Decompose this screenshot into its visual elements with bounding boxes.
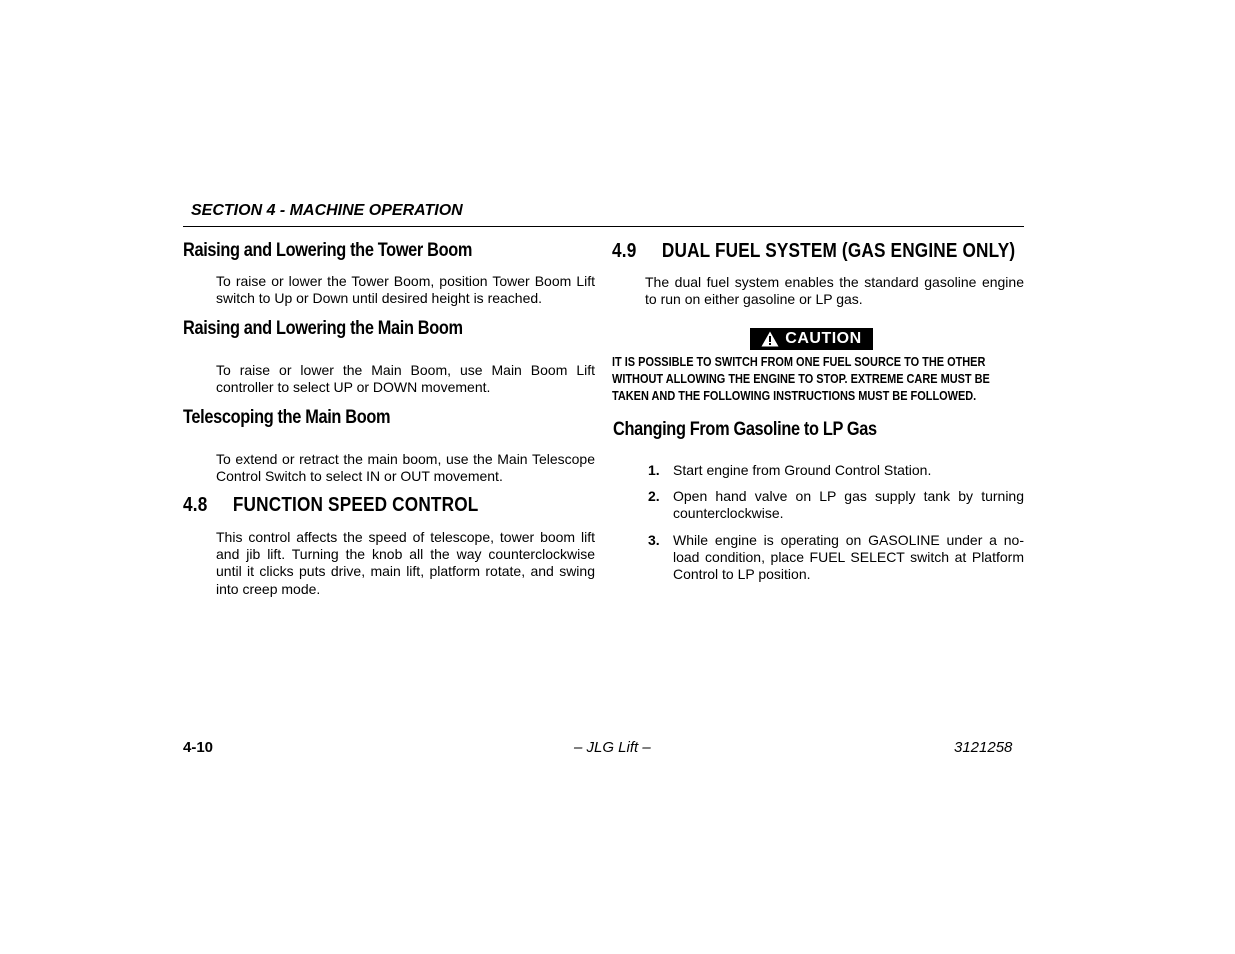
caution-banner: [750, 328, 873, 350]
heading-tower-boom: Raising and Lowering the Tower Boom: [183, 240, 473, 261]
paragraph-telescoping: To extend or retract the main boom, use the Main Telescope Control Switch to select IN or OUT movement.: [216, 451, 595, 485]
warning-triangle-icon: [761, 331, 779, 347]
paragraph-dual-fuel: The dual fuel system enables the standard gasoline engine to run on either gasoline or LP gas.: [645, 274, 1024, 308]
page-number: 4-10: [183, 739, 214, 756]
heading-telescoping: Telescoping the Main Boom: [183, 407, 391, 428]
paragraph-function-speed: This control affects the speed of telescope, tower boom lift and jib lift. Turning the knob all the way counterclockwise until it clicks puts drive, main lift, platform rotate, and swing into creep mode.: [216, 529, 595, 597]
step-text: While engine is operating on GASOLINE under a no-load condition, place FUEL SELECT switch at Platform Control to LP position.: [673, 531, 1024, 583]
section-title: SECTION 4 - MACHINE OPERATION: [191, 202, 463, 219]
heading-changing-gas-to-lp: Changing From Gasoline to LP Gas: [613, 419, 877, 440]
heading-function-speed: [183, 494, 478, 517]
header-rule: [183, 226, 1024, 227]
list-item: [648, 532, 1024, 584]
footer-title: – JLG Lift –: [574, 739, 651, 756]
caution-line: TAKEN AND THE FOLLOWING INSTRUCTIONS MUST BE FOLLOWED.: [612, 388, 977, 403]
steps-list: [648, 462, 1024, 592]
paragraph-tower-boom: To raise or lower the Tower Boom, position Tower Boom Lift switch to Up or Down until desired height is reached.: [216, 273, 595, 307]
heading-main-boom: Raising and Lowering the Main Boom: [183, 318, 463, 339]
caution-line: WITHOUT ALLOWING THE ENGINE TO STOP. EXTREME CARE MUST BE: [612, 371, 990, 386]
caution-label: CAUTION: [785, 330, 862, 347]
step-number: 2.: [648, 488, 660, 505]
paragraph-main-boom: To raise or lower the Main Boom, use Main Boom Lift controller to select UP or DOWN movement.: [216, 362, 595, 396]
heading-function-speed-text: FUNCTION SPEED CONTROL: [232, 494, 479, 516]
step-text: Start engine from Ground Control Station.: [673, 462, 932, 478]
heading-dual-fuel-text: DUAL FUEL SYSTEM (GAS ENGINE ONLY): [661, 240, 1016, 262]
caution-text: [612, 353, 990, 404]
document-number: 3121258: [954, 739, 1013, 756]
list-item: [648, 462, 1024, 479]
caution-line: IT IS POSSIBLE TO SWITCH FROM ONE FUEL SOURCE TO THE OTHER: [612, 354, 986, 369]
step-number: 3.: [648, 531, 660, 548]
step-text: Open hand valve on LP gas supply tank by turning counterclockwise.: [673, 488, 1024, 522]
section-number-4-8: 4.8: [183, 494, 208, 516]
step-number: 1.: [648, 462, 660, 478]
section-number-4-9: 4.9: [612, 240, 637, 262]
list-item: [648, 488, 1024, 522]
heading-dual-fuel: [612, 240, 1015, 263]
